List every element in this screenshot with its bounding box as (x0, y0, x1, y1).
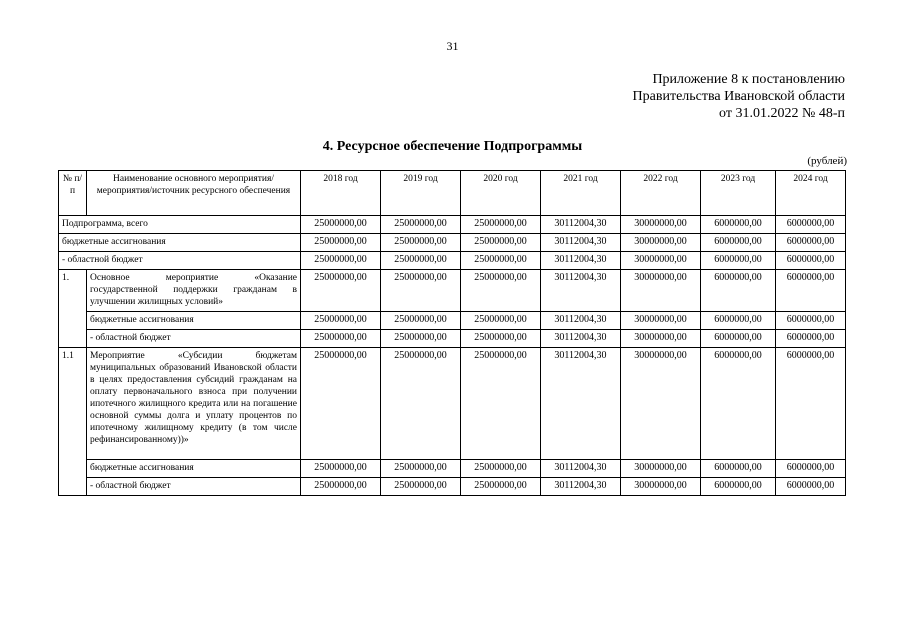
row-value: 6000000,00 (701, 348, 776, 460)
row-value: 25000000,00 (381, 252, 461, 270)
row-label: бюджетные ассигнования (59, 234, 301, 252)
row-value: 6000000,00 (701, 270, 776, 312)
row-value: 25000000,00 (301, 252, 381, 270)
row-value: 30000000,00 (621, 312, 701, 330)
row-value: 6000000,00 (776, 460, 846, 478)
table-row (59, 460, 846, 478)
units-label: (рублей) (807, 155, 847, 167)
row-value: 6000000,00 (776, 330, 846, 348)
row-value: 6000000,00 (776, 252, 846, 270)
row-value: 25000000,00 (381, 216, 461, 234)
row-value: 6000000,00 (776, 216, 846, 234)
row-label: бюджетные ассигнования (87, 312, 301, 330)
table-row (59, 216, 846, 234)
row-value: 30112004,30 (541, 312, 621, 330)
resource-table (58, 170, 846, 496)
row-label: - областной бюджет (59, 252, 301, 270)
row-value: 25000000,00 (301, 330, 381, 348)
row-value: 25000000,00 (461, 460, 541, 478)
row-value: 25000000,00 (381, 478, 461, 496)
table-row (59, 312, 846, 330)
row-value: 6000000,00 (701, 252, 776, 270)
row-value: 6000000,00 (701, 330, 776, 348)
table-row (59, 252, 846, 270)
table-row (59, 478, 846, 496)
table-row (59, 234, 846, 252)
header-year: 2023 год (701, 171, 776, 216)
header-name: Наименование основного мероприятия/мероприятия/источник ресурсного обеспечения (87, 171, 301, 216)
row-value: 30112004,30 (541, 252, 621, 270)
row-value: 30112004,30 (541, 234, 621, 252)
row-value: 30112004,30 (541, 270, 621, 312)
table-row (59, 348, 846, 460)
row-number: 1. (59, 270, 87, 348)
row-value: 30112004,30 (541, 216, 621, 234)
row-value: 25000000,00 (381, 460, 461, 478)
header-year: 2019 год (381, 171, 461, 216)
row-value: 25000000,00 (301, 270, 381, 312)
row-value: 30000000,00 (621, 216, 701, 234)
row-value: 6000000,00 (776, 478, 846, 496)
row-value: 6000000,00 (701, 216, 776, 234)
row-value: 25000000,00 (461, 312, 541, 330)
row-value: 30000000,00 (621, 252, 701, 270)
header-year: 2024 год (776, 171, 846, 216)
row-value: 25000000,00 (381, 312, 461, 330)
row-value: 25000000,00 (461, 270, 541, 312)
header-year: 2018 год (301, 171, 381, 216)
row-value: 6000000,00 (776, 270, 846, 312)
page-number: 31 (446, 39, 459, 53)
row-label: - областной бюджет (87, 330, 301, 348)
row-value: 30000000,00 (621, 460, 701, 478)
row-value: 25000000,00 (381, 234, 461, 252)
row-value: 6000000,00 (701, 460, 776, 478)
row-value: 6000000,00 (776, 234, 846, 252)
row-value: 30112004,30 (541, 348, 621, 460)
row-value: 25000000,00 (381, 270, 461, 312)
appendix-line-2: Правительства Ивановской области (632, 89, 845, 104)
row-value: 25000000,00 (301, 460, 381, 478)
row-value: 30112004,30 (541, 460, 621, 478)
header-year: 2022 год (621, 171, 701, 216)
row-value: 25000000,00 (461, 216, 541, 234)
row-label: - областной бюджет (87, 478, 301, 496)
table-row (59, 330, 846, 348)
section-title: 4. Ресурсное обеспечение Подпрограммы (322, 139, 583, 154)
row-value: 25000000,00 (461, 234, 541, 252)
row-value: 25000000,00 (461, 348, 541, 460)
row-value: 25000000,00 (301, 234, 381, 252)
row-value: 30000000,00 (621, 270, 701, 312)
row-value: 25000000,00 (301, 478, 381, 496)
table-row (59, 270, 846, 312)
row-value: 30000000,00 (621, 348, 701, 460)
row-value: 25000000,00 (301, 312, 381, 330)
row-value: 30112004,30 (541, 478, 621, 496)
header-year: 2021 год (541, 171, 621, 216)
row-value: 30000000,00 (621, 330, 701, 348)
row-value: 6000000,00 (701, 478, 776, 496)
row-label: бюджетные ассигнования (87, 460, 301, 478)
header-num: № п/п (59, 171, 87, 216)
row-value: 25000000,00 (301, 348, 381, 460)
row-label: Мероприятие «Субсидии бюджетам муниципальных образований Ивановской области в целях предоставления субсидий гражданам на оплату первоначального взноса при получении ипотечного жилищного кредита или на погашение основной суммы долга и уплату процентов по ипотечному жилищному кредиту (в том числе рефинансированному))» (87, 348, 301, 460)
row-value: 25000000,00 (461, 252, 541, 270)
row-number: 1.1 (59, 348, 87, 496)
appendix-header (633, 71, 845, 122)
table-header-row (59, 171, 846, 216)
appendix-line-3: от 31.01.2022 № 48-п (719, 106, 845, 121)
row-value: 25000000,00 (461, 330, 541, 348)
appendix-line-1: Приложение 8 к постановлению (652, 72, 845, 87)
row-label: Основное мероприятие «Оказание государственной поддержки гражданам в улучшении жилищных условий» (87, 270, 301, 312)
row-value: 25000000,00 (381, 348, 461, 460)
row-value: 30000000,00 (621, 234, 701, 252)
header-year: 2020 год (461, 171, 541, 216)
row-label: Подпрограмма, всего (59, 216, 301, 234)
row-value: 25000000,00 (301, 216, 381, 234)
row-value: 25000000,00 (381, 330, 461, 348)
row-value: 30000000,00 (621, 478, 701, 496)
row-value: 6000000,00 (776, 312, 846, 330)
row-value: 6000000,00 (701, 234, 776, 252)
row-value: 25000000,00 (461, 478, 541, 496)
row-value: 6000000,00 (701, 312, 776, 330)
row-value: 30112004,30 (541, 330, 621, 348)
row-value: 6000000,00 (776, 348, 846, 460)
